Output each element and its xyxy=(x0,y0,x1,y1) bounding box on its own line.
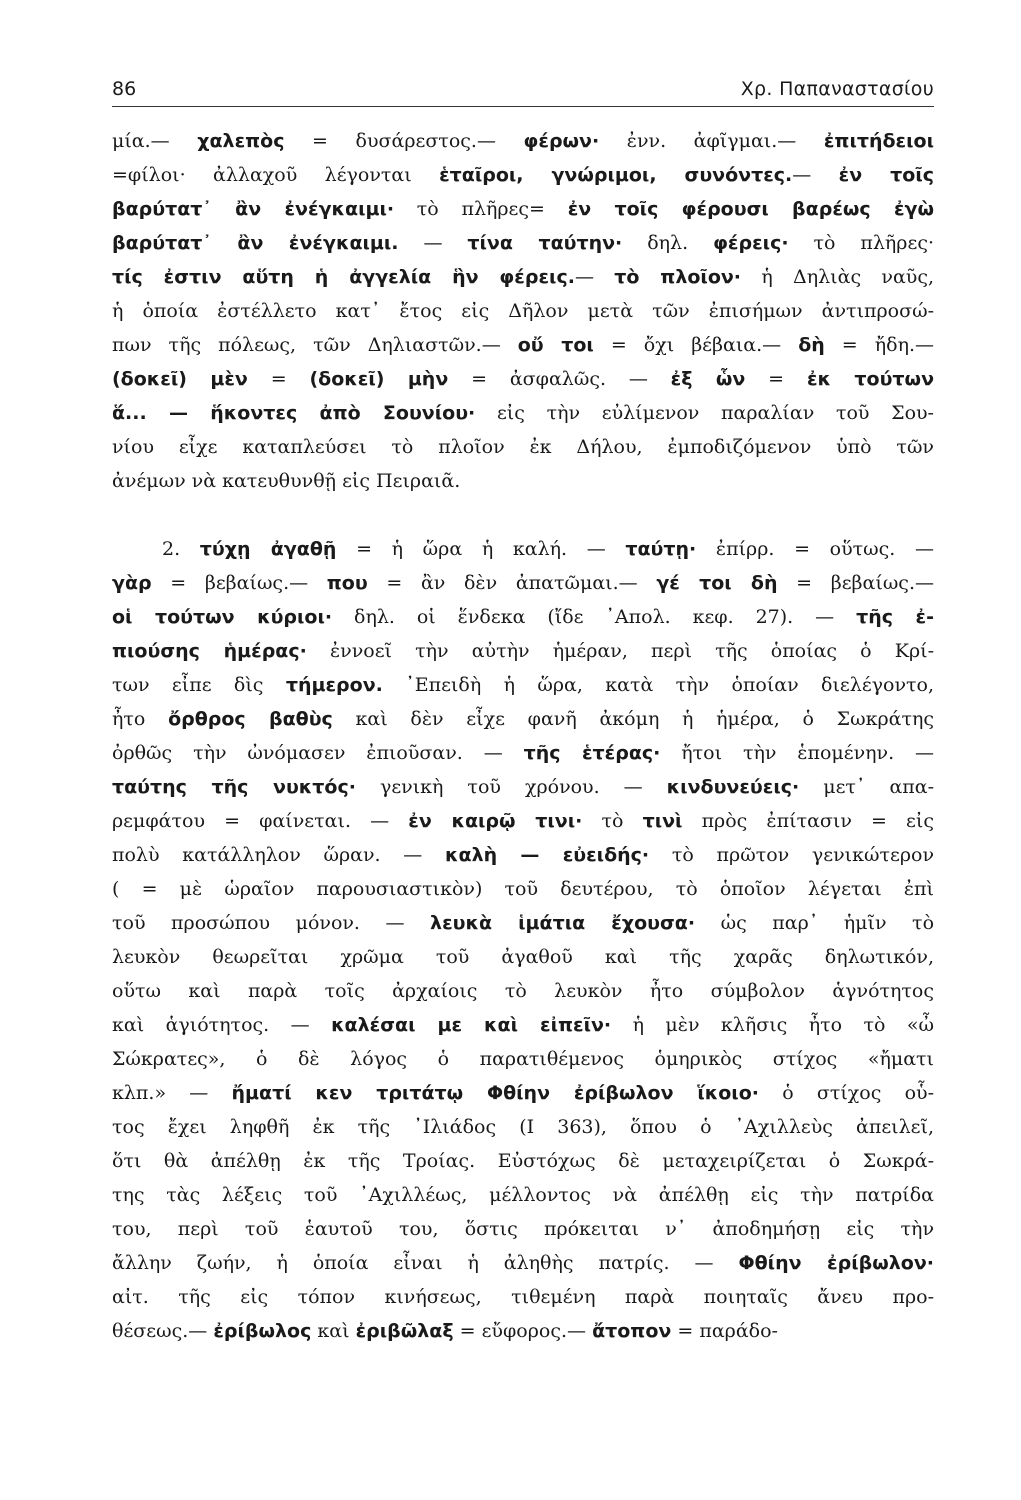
lemma: ἐπιτήδειοι xyxy=(823,130,934,152)
text-run: ὁ στίχος οὗ- xyxy=(758,1082,934,1104)
text-line xyxy=(112,1314,934,1348)
lemma: βαρύτατ᾽ ἂν ἐνέγκαιμι· xyxy=(112,198,395,220)
text-run: νίου εἶχε καταπλεύσει τὸ πλοῖον ἐκ Δήλου, ἐμποδιζόμενον ὑπὸ τῶν xyxy=(112,436,934,458)
text-run: ὡς παρ᾽ ἡμῖν τὸ xyxy=(695,912,934,934)
text-run: ἡ μὲν κλῆσις ἦτο τὸ «ὦ xyxy=(611,1014,934,1036)
paragraph-gap xyxy=(112,498,934,532)
lemma: χαλεπὸς xyxy=(197,130,285,152)
lemma: ἄτοπον xyxy=(592,1320,672,1342)
text-run: λευκὸν θεωρεῖται χρῶμα τοῦ ἀγαθοῦ καὶ τῆς χαρᾶς δηλωτικόν, xyxy=(112,946,934,968)
text-run: οὕτω καὶ παρὰ τοῖς ἀρχαίοις τὸ λευκὸν ἦτο σύμβολον ἁγνότητος xyxy=(112,980,934,1002)
lemma: τίς ἐστιν αὕτη ἡ ἀγγελία ἣν φέρεις. xyxy=(112,266,575,288)
text-line xyxy=(112,1008,934,1042)
text-line xyxy=(112,770,934,804)
text-line xyxy=(112,736,934,770)
text-run: δηλ. xyxy=(622,232,714,254)
text-run: καὶ xyxy=(311,1320,356,1342)
lemma: ἐρίβωλος xyxy=(213,1320,312,1342)
lemma: οἱ τούτων κύριοι· xyxy=(112,606,333,628)
text-run: Σώκρατες», ὁ δὲ λόγος ὁ παρατιθέμενος ὁμηρικὸς στίχος «ἤματι xyxy=(112,1048,934,1070)
text-run: μία.— xyxy=(112,130,198,152)
text-run: των εἶπε δὶς xyxy=(112,674,286,696)
lemma: ἤματί κεν τριτάτῳ Φθίην ἐρίβωλον ἵκοιο· xyxy=(231,1082,759,1104)
lemma: φέρων· xyxy=(523,130,600,152)
text-line xyxy=(112,974,934,1008)
page-number: 86 xyxy=(112,78,137,100)
lemma: οὔ τοι xyxy=(517,334,594,356)
lemma: γέ τοι δὴ xyxy=(656,572,778,594)
lemma: ταύτῃ· xyxy=(625,538,697,560)
lemma: τινὶ xyxy=(642,810,683,832)
text-line xyxy=(112,838,934,872)
text-run: τὸ xyxy=(582,810,643,832)
lemma: λευκὰ ἱμάτια ἔχουσα· xyxy=(430,912,696,934)
text-run: γενικὴ τοῦ χρόνου. — xyxy=(355,776,667,798)
lemma: βαρύτατ᾽ ἂν ἐνέγκαιμι. xyxy=(112,232,399,254)
text-line xyxy=(112,872,934,906)
lemma: ἐν τοῖς xyxy=(838,164,934,186)
text-run: ἤτοι τὴν ἑπομένην. — xyxy=(660,742,934,764)
lemma: τήμερον. xyxy=(285,674,383,696)
text-line xyxy=(112,294,934,328)
lemma: ἐξ ὧν xyxy=(670,368,746,390)
text-run: = ἀσφαλῶς. — xyxy=(448,368,671,390)
text-run: ( = μὲ ὡραῖον παρουσιαστικὸν) τοῦ δευτέρου, τὸ ὁποῖον λέγεται ἐπὶ xyxy=(112,878,934,900)
text-line xyxy=(112,532,934,566)
text-run: ὅτι θὰ ἀπέλθῃ ἐκ τῆς Τροίας. Εὐστόχως δὲ μεταχειρίζεται ὁ Σωκρά- xyxy=(112,1150,934,1172)
text-line xyxy=(112,1246,934,1280)
lemma: καλὴ — εὐειδής· xyxy=(445,844,650,866)
text-line xyxy=(112,566,934,600)
text-run: — xyxy=(792,164,839,186)
text-line xyxy=(112,192,934,226)
text-run: του, περὶ τοῦ ἑαυτοῦ του, ὅστις πρόκειται ν᾽ ἀποδημήσῃ εἰς τὴν xyxy=(112,1218,934,1240)
lemma: ἐν καιρῷ τινι· xyxy=(408,810,583,832)
text-run: — xyxy=(574,266,615,288)
text-line xyxy=(112,1144,934,1178)
lemma: που xyxy=(326,572,368,594)
text-line xyxy=(112,1280,934,1314)
text-line xyxy=(112,1212,934,1246)
text-run: ὀρθῶς τὴν ὠνόμασεν ἐπιοῦσαν. — xyxy=(112,742,524,764)
lemma: τῆς ἐ- xyxy=(856,606,934,628)
text-line xyxy=(112,1178,934,1212)
lemma: τίνα ταύτην· xyxy=(467,232,623,254)
text-line xyxy=(112,1042,934,1076)
text-run: καὶ ἁγιότητος. — xyxy=(112,1014,332,1036)
text-run: τὸ πλῆρες· xyxy=(788,232,934,254)
lemma: τὸ πλοῖον· xyxy=(614,266,742,288)
lemma: φέρεις· xyxy=(713,232,789,254)
text-line xyxy=(112,124,934,158)
lemma: ὄρθρος βαθὺς xyxy=(168,708,333,730)
lemma: ταύτης τῆς νυκτός· xyxy=(112,776,356,798)
text-run: = ἂν δὲν ἀπατῶμαι.— xyxy=(367,572,657,594)
text-run: ἄλλην ζωήν, ἡ ὁποία εἶναι ἡ ἀληθὴς πατρίς. — xyxy=(112,1252,739,1274)
text-run: δηλ. οἱ ἕνδεκα (ἴδε ᾽Απολ. κεφ. 27). — xyxy=(332,606,857,628)
text-line xyxy=(112,1110,934,1144)
text-run: = ἡ ὥρα ἡ καλή. — xyxy=(336,538,626,560)
text-run: = βεβαίως.— xyxy=(777,572,934,594)
text-run: — xyxy=(398,232,468,254)
text-run: = εὔφορος.— xyxy=(453,1320,593,1342)
text-line xyxy=(112,906,934,940)
text-line xyxy=(112,158,934,192)
text-line xyxy=(112,430,934,464)
text-run: τὸ πλῆρες= xyxy=(394,198,568,220)
lemma: γὰρ xyxy=(112,572,152,594)
text-line xyxy=(112,702,934,736)
text-line xyxy=(112,396,934,430)
lemma: (δοκεῖ) μὲν xyxy=(112,368,248,390)
text-run: = βεβαίως.— xyxy=(151,572,327,594)
text-run: πολὺ κατάλληλον ὥραν. — xyxy=(112,844,446,866)
text-run: της τὰς λέξεις τοῦ ᾽Αχιλλέως, μέλλοντος νὰ ἀπέλθῃ εἰς τὴν πατρίδα xyxy=(112,1184,934,1206)
lemma: ἐκ τούτων xyxy=(806,368,934,390)
running-head-author: Χρ. Παπαναστασίου xyxy=(740,78,934,100)
lemma: δὴ xyxy=(798,334,825,356)
text-line xyxy=(112,804,934,838)
lemma: ἐν τοῖς φέρουσι βαρέως ἐγὼ xyxy=(567,198,934,220)
text-line xyxy=(112,464,934,498)
text-run: πων τῆς πόλεως, τῶν Δηλιαστῶν.— xyxy=(112,334,518,356)
text-line xyxy=(112,260,934,294)
text-run: = δυσάρεστος.— xyxy=(284,130,524,152)
text-run: μετ᾽ απα- xyxy=(799,776,934,798)
text-line xyxy=(112,362,934,396)
text-run: κλπ.» — xyxy=(112,1082,232,1104)
lemma: ἐριβῶλαξ xyxy=(355,1320,454,1342)
running-header xyxy=(112,76,934,107)
text-run: ᾽Επειδὴ ἡ ὥρα, κατὰ τὴν ὁποίαν διελέγοντο, xyxy=(382,674,934,696)
text-run: θέσεως.— xyxy=(112,1320,214,1342)
text-run: ἐπίρρ. = οὕτως. — xyxy=(696,538,934,560)
text-run: αἰτ. τῆς εἰς τόπον κινήσεως, τιθεμένη παρὰ ποιηταῖς ἄνευ προ- xyxy=(112,1286,934,1308)
text-run: τος ἔχει ληφθῆ ἐκ τῆς ᾽Ιλιάδος (Ι 363), ὅπου ὁ ᾽Αχιλλεὺς ἀπειλεῖ, xyxy=(112,1116,934,1138)
lemma: κινδυνεύεις· xyxy=(666,776,800,798)
text-run: τοῦ προσώπου μόνον. — xyxy=(112,912,431,934)
lemma: Φθίην ἐρίβωλον· xyxy=(738,1252,934,1274)
lemma: πιούσης ἡμέρας· xyxy=(112,640,307,662)
text-run: =φίλοι· ἀλλαχοῦ λέγονται xyxy=(112,164,440,186)
text-run: εἰς τὴν εὐλίμενον παραλίαν τοῦ Σου- xyxy=(475,402,934,424)
text-run: = xyxy=(247,368,310,390)
text-run: ἐννοεῖ τὴν αὐτὴν ἡμέραν, περὶ τῆς ὁποίας ὁ Κρί- xyxy=(306,640,934,662)
text-line xyxy=(112,1076,934,1110)
text-run: ρεμφάτου = φαίνεται. — xyxy=(112,810,409,832)
text-run: ἦτο xyxy=(112,708,169,730)
text-run: ἀνέμων νὰ κατευθυνθῇ εἰς Πειραιᾶ. xyxy=(112,470,461,492)
text-run: ἡ Δηλιὰς ναῦς, xyxy=(741,266,934,288)
text-run: πρὸς ἐπίτασιν = εἰς xyxy=(682,810,934,832)
text-run: = παράδο- xyxy=(671,1320,778,1342)
commentary-text xyxy=(112,124,934,1348)
text-line xyxy=(112,600,934,634)
text-run: = ἤδη.— xyxy=(824,334,934,356)
text-run: = xyxy=(745,368,807,390)
text-line xyxy=(112,226,934,260)
text-run: 2. xyxy=(162,538,200,560)
text-run: καὶ δὲν εἶχε φανῆ ἀκόμη ἡ ἡμέρα, ὁ Σωκράτης xyxy=(332,708,934,730)
lemma: (δοκεῖ) μὴν xyxy=(309,368,449,390)
text-line xyxy=(112,328,934,362)
text-line xyxy=(112,634,934,668)
lemma: τύχῃ ἀγαθῇ xyxy=(199,538,337,560)
text-line xyxy=(112,940,934,974)
text-run: = ὄχι βέβαια.— xyxy=(593,334,799,356)
lemma: τῆς ἑτέρας· xyxy=(523,742,661,764)
lemma: καλέσαι με καὶ εἰπεῖν· xyxy=(331,1014,612,1036)
text-run: ἡ ὁποία ἐστέλλετο κατ᾽ ἔτος εἰς Δῆλον μετὰ τῶν ἐπισήμων ἀντιπροσώ- xyxy=(112,300,934,322)
text-line xyxy=(112,668,934,702)
lemma: ἅ... — ἥκοντες ἀπὸ Σουνίου· xyxy=(112,402,476,424)
lemma: ἑταῖροι, γνώριμοι, συνόντες. xyxy=(439,164,793,186)
text-run: ἐνν. ἀφῖγμαι.— xyxy=(599,130,824,152)
text-run: τὸ πρῶτον γενικώτερον xyxy=(649,844,934,866)
